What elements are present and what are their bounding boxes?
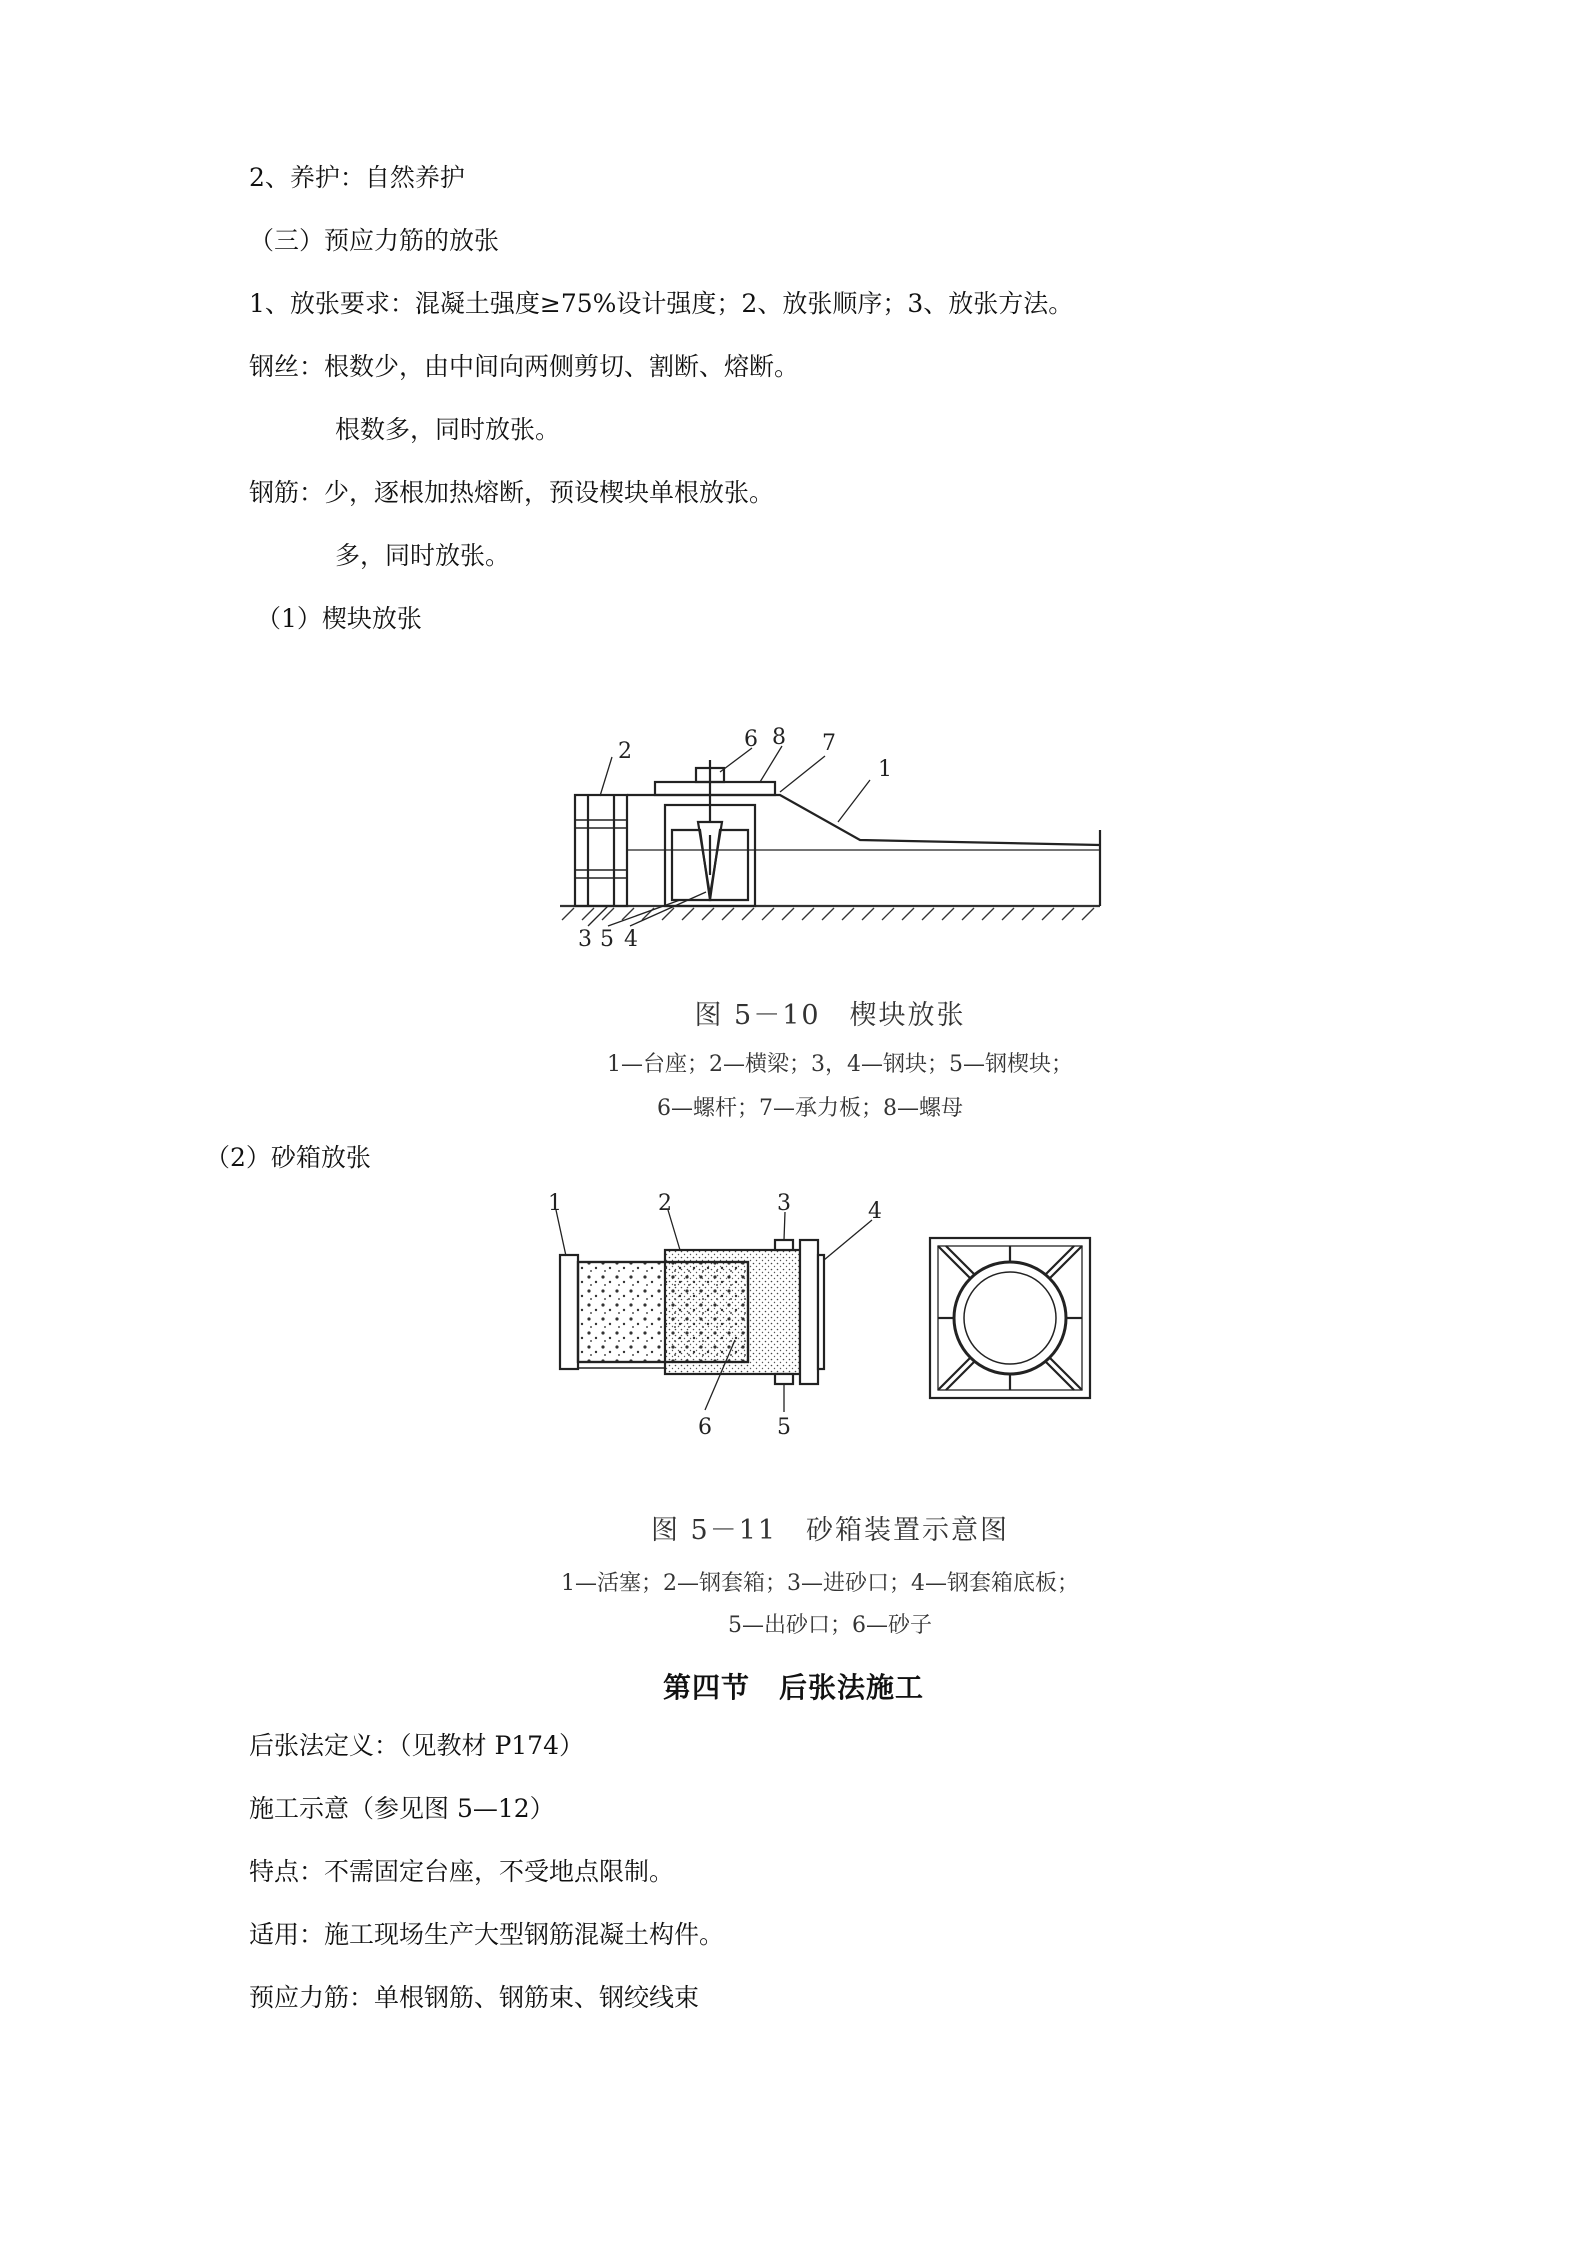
figure-label: 6 — [698, 1415, 712, 1440]
figure-label: 8 — [772, 725, 786, 750]
text-line: （三）预应力筋的放张 — [249, 226, 500, 255]
figure-label: 2 — [658, 1191, 672, 1216]
figure-label: 1 — [878, 757, 892, 782]
text-line: 预应力筋：单根钢筋、钢筋束、钢绞线束 — [249, 1983, 700, 2012]
text-line: 特点：不需固定台座，不受地点限制。 — [249, 1857, 675, 1886]
text-line: （1）楔块放张 — [256, 604, 422, 633]
figure-label: 1 — [548, 1191, 562, 1216]
text-line: 多，同时放张。 — [335, 541, 511, 570]
figure-caption-legend: 6—螺杆；7—承力板；8—螺母 — [657, 1096, 963, 1121]
sand-box-figure — [530, 1190, 1130, 1460]
text-line: 根数多，同时放张。 — [335, 415, 561, 444]
figure-label: 3 — [578, 927, 592, 950]
figure-label: 7 — [822, 731, 836, 756]
text-line: 2、养护：自然养护 — [249, 163, 465, 192]
text-line: 适用：施工现场生产大型钢筋混凝土构件。 — [249, 1920, 725, 1949]
figure-caption-title: 图 5－10 楔块放张 — [694, 1000, 966, 1031]
figure-label: 4 — [624, 927, 638, 950]
text-line: 施工示意（参见图 5—12） — [249, 1794, 555, 1823]
section-heading: 第四节 后张法施工 — [662, 1671, 924, 1704]
text-line: （2）砂箱放张 — [205, 1143, 371, 1172]
figure-label: 2 — [618, 739, 632, 764]
figure-caption-legend: 1—台座；2—横梁；3，4—钢块；5—钢楔块； — [607, 1052, 1073, 1077]
figure-label: 5 — [600, 927, 614, 950]
text-line: 钢丝：根数少，由中间向两侧剪切、割断、熔断。 — [249, 352, 800, 381]
figure-label: 5 — [777, 1415, 791, 1440]
wedge-release-figure — [560, 710, 1120, 950]
figure-caption-title: 图 5－11 砂箱装置示意图 — [650, 1515, 1010, 1546]
text-line: 1、放张要求：混凝土强度≥75%设计强度；2、放张顺序；3、放张方法。 — [249, 289, 1074, 318]
text-line: 钢筋：少，逐根加热熔断，预设楔块单根放张。 — [249, 478, 775, 507]
figure-label: 6 — [744, 727, 758, 752]
figure-label: 3 — [777, 1191, 791, 1216]
figure-caption-legend: 5—出砂口；6—砂子 — [728, 1613, 932, 1638]
text-line: 后张法定义：（见教材 P174） — [249, 1731, 584, 1760]
figure-caption-legend: 1—活塞；2—钢套箱；3—进砂口；4—钢套箱底板； — [561, 1571, 1079, 1596]
figure-label: 4 — [868, 1199, 882, 1224]
